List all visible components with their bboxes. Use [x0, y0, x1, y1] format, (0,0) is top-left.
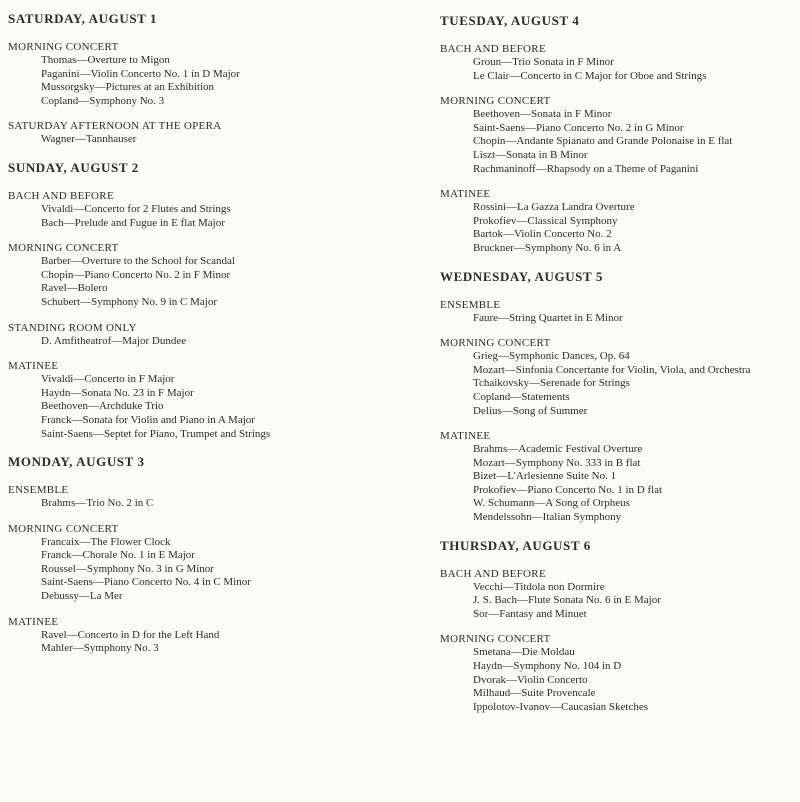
- section-heading: BACH AND BEFORE: [440, 567, 546, 580]
- program-item: Copland—Statements: [473, 390, 570, 403]
- program-item: Schubert—Symphony No. 9 in C Major: [41, 295, 217, 308]
- day-spacer: [8, 441, 408, 454]
- day-heading: MONDAY, AUGUST 3: [8, 454, 145, 470]
- section-spacer: [8, 310, 408, 322]
- program-item: Francaix—The Flower Clock: [41, 535, 171, 548]
- day-block: [8, 11, 408, 147]
- program-item: Smetana—Die Moldau: [473, 646, 575, 659]
- heading-spacer: [8, 176, 408, 190]
- program-item: Paganini—Violin Concerto No. 1 in D Major: [41, 67, 240, 80]
- program-item: Saint-Saens—Piano Concerto No. 2 in G Minor: [473, 121, 684, 134]
- program-item: Sor—Fantasy and Minuet: [473, 607, 587, 620]
- day-block: [440, 538, 796, 715]
- program-item: Prokofiev—Piano Concerto No. 1 in D flat: [473, 483, 663, 496]
- program-section: [440, 568, 796, 622]
- program-item: Rossini—La Gazza Landra Overture: [473, 201, 635, 214]
- section-heading: ENSEMBLE: [440, 298, 501, 311]
- program-section: [440, 43, 796, 83]
- program-item: Copland—Symphony No. 3: [41, 94, 165, 107]
- section-heading: MORNING CONCERT: [440, 633, 551, 646]
- program-item: W. Schumann—A Song of Orpheus: [473, 497, 630, 510]
- section-heading: MORNING CONCERT: [440, 95, 551, 108]
- day-heading: WEDNESDAY, AUGUST 5: [440, 268, 604, 284]
- program-section: [440, 337, 796, 418]
- section-spacer: [440, 325, 796, 337]
- section-heading: SATURDAY AFTERNOON AT THE OPERA: [8, 120, 222, 133]
- program-section: [440, 188, 796, 255]
- program-section: [440, 430, 796, 525]
- section-spacer: [440, 176, 796, 188]
- program-item: Debussy—La Mer: [41, 590, 123, 603]
- program-section: [440, 95, 796, 176]
- program-section: [440, 299, 796, 326]
- section-heading: MATINEE: [440, 188, 491, 201]
- day-block: [8, 454, 408, 656]
- section-heading: MATINEE: [440, 430, 491, 443]
- heading-spacer: [440, 29, 796, 43]
- program-item: Mendelssohn—Italian Symphony: [473, 511, 622, 524]
- heading-spacer: [8, 470, 408, 484]
- section-heading: MATINEE: [8, 615, 59, 628]
- program-item: Beethoven—Archduke Trio: [41, 400, 164, 413]
- program-item: Liszt—Sonata in B Minor: [473, 148, 588, 161]
- section-heading: MATINEE: [8, 360, 59, 373]
- program-item: Rachmaninoff—Rhapsody on a Theme of Paganini: [473, 162, 699, 175]
- program-item: Grieg—Symphonic Dances, Op. 64: [473, 350, 630, 363]
- heading-spacer: [8, 27, 408, 41]
- program-item: Ravel—Bolero: [41, 282, 108, 295]
- program-item: Vivaldi—Concerto for 2 Flutes and Strings: [41, 202, 231, 215]
- program-section: [8, 120, 408, 147]
- program-item: Thomas—Overture to Migon: [41, 54, 170, 66]
- section-heading: ENSEMBLE: [8, 484, 69, 497]
- program-item: Prokofiev—Classical Symphony: [473, 214, 618, 227]
- section-spacer: [8, 604, 408, 616]
- section-heading: MORNING CONCERT: [8, 41, 119, 53]
- heading-spacer: [440, 285, 796, 299]
- day-block: [440, 13, 796, 256]
- program-item: Bach—Prelude and Fugue in E flat Major: [41, 216, 225, 229]
- program-item: Chopin—Piano Concerto No. 2 in F Minor: [41, 268, 231, 281]
- program-item: Saint-Saens—Septet for Piano, Trumpet and Strings: [41, 427, 271, 440]
- program-section: [8, 190, 408, 230]
- section-heading: MORNING CONCERT: [8, 242, 119, 255]
- day-heading: TUESDAY, AUGUST 4: [440, 13, 580, 28]
- program-item: Haydn—Symphony No. 104 in D: [473, 660, 622, 673]
- program-item: Brahms—Trio No. 2 in C: [41, 497, 154, 510]
- program-item: Mozart—Symphony No. 333 in B flat: [473, 456, 641, 469]
- program-item: Milhaud—Suite Provencale: [473, 687, 596, 700]
- program-section: [8, 616, 408, 656]
- section-heading: BACH AND BEFORE: [440, 43, 546, 55]
- section-spacer: [440, 621, 796, 633]
- program-item: Delius—Song of Summer: [473, 404, 588, 417]
- day-spacer: [8, 147, 408, 160]
- program-item: Ippolotov-Ivanov—Caucasian Sketches: [473, 700, 649, 713]
- program-item: Barber—Overture to the School for Scandal: [41, 255, 235, 268]
- day-block: [8, 160, 408, 441]
- section-heading: MORNING CONCERT: [8, 522, 119, 535]
- program-section: [8, 41, 408, 108]
- section-heading: STANDING ROOM ONLY: [8, 321, 137, 334]
- program-item: Vivaldi—Concerto in F Major: [41, 373, 175, 386]
- section-heading: MORNING CONCERT: [440, 337, 551, 350]
- section-spacer: [440, 418, 796, 430]
- program-item: D. Amfitheatrof—Major Dundee: [41, 334, 187, 347]
- program-item: Dvorak—Violin Concerto: [473, 673, 588, 686]
- program-item: Franck—Sonata for Violin and Piano in A Major: [41, 413, 255, 426]
- program-section: [8, 360, 408, 441]
- program-item: Chopin—Andante Spianato and Grande Polonaise in E flat: [473, 135, 733, 148]
- program-item: Vecchi—Titdola non Dormire: [473, 580, 605, 593]
- section-spacer: [8, 108, 408, 120]
- section-heading: BACH AND BEFORE: [8, 189, 114, 202]
- program-item: Beethoven—Sonata in F Minor: [473, 108, 612, 121]
- program-section: [8, 242, 408, 309]
- program-section: [8, 523, 408, 604]
- program-item: J. S. Bach—Flute Sonata No. 6 in E Major: [473, 594, 661, 607]
- program-section: [8, 322, 408, 349]
- program-item: Mussorgsky—Pictures at an Exhibition: [41, 81, 215, 94]
- program-item: Haydn—Sonata No. 23 in F Major: [41, 386, 194, 399]
- program-section: [440, 633, 796, 714]
- heading-spacer: [440, 554, 796, 568]
- day-heading: THURSDAY, AUGUST 6: [440, 537, 591, 553]
- day-spacer: [440, 256, 796, 269]
- program-item: Roussel—Symphony No. 3 in G Minor: [41, 562, 214, 575]
- section-spacer: [440, 83, 796, 95]
- section-spacer: [8, 511, 408, 523]
- program-item: Saint-Saens—Piano Concerto No. 4 in C Minor: [41, 576, 251, 589]
- day-block: [440, 269, 796, 525]
- program-item: Ravel—Concerto in D for the Left Hand: [41, 628, 220, 641]
- program-item: Faure—String Quartet in E Minor: [473, 311, 623, 324]
- program-item: Tchaikovsky—Serenade for Strings: [473, 377, 630, 390]
- section-spacer: [8, 348, 408, 360]
- program-section: [8, 484, 408, 511]
- program-item: Wagner—Tannhauser: [41, 133, 137, 146]
- program-item: Bizet—L'Arlesienne Suite No. 1: [473, 470, 617, 483]
- program-item: Mahler—Symphony No. 3: [41, 642, 159, 655]
- section-spacer: [8, 230, 408, 242]
- program-item: Groun—Trio Sonata in F Minor: [473, 56, 614, 68]
- program-item: Bruckner—Symphony No. 6 in A: [473, 241, 622, 254]
- program-item: Brahms—Academic Festival Overture: [473, 443, 643, 456]
- program-item: Franck—Chorale No. 1 in E Major: [41, 549, 195, 562]
- day-heading: SATURDAY, AUGUST 1: [8, 11, 158, 26]
- day-heading: SUNDAY, AUGUST 2: [8, 159, 139, 175]
- program-item: Bartok—Violin Concerto No. 2: [473, 228, 612, 241]
- day-spacer: [440, 525, 796, 538]
- right-column: [440, 0, 796, 714]
- program-item: Mozart—Sinfonia Concertante for Violin, Viola, and Orchestra: [473, 363, 751, 376]
- program-item: Le Clair—Concerto in C Major for Oboe and Strings: [473, 69, 707, 82]
- left-column: [8, 0, 408, 656]
